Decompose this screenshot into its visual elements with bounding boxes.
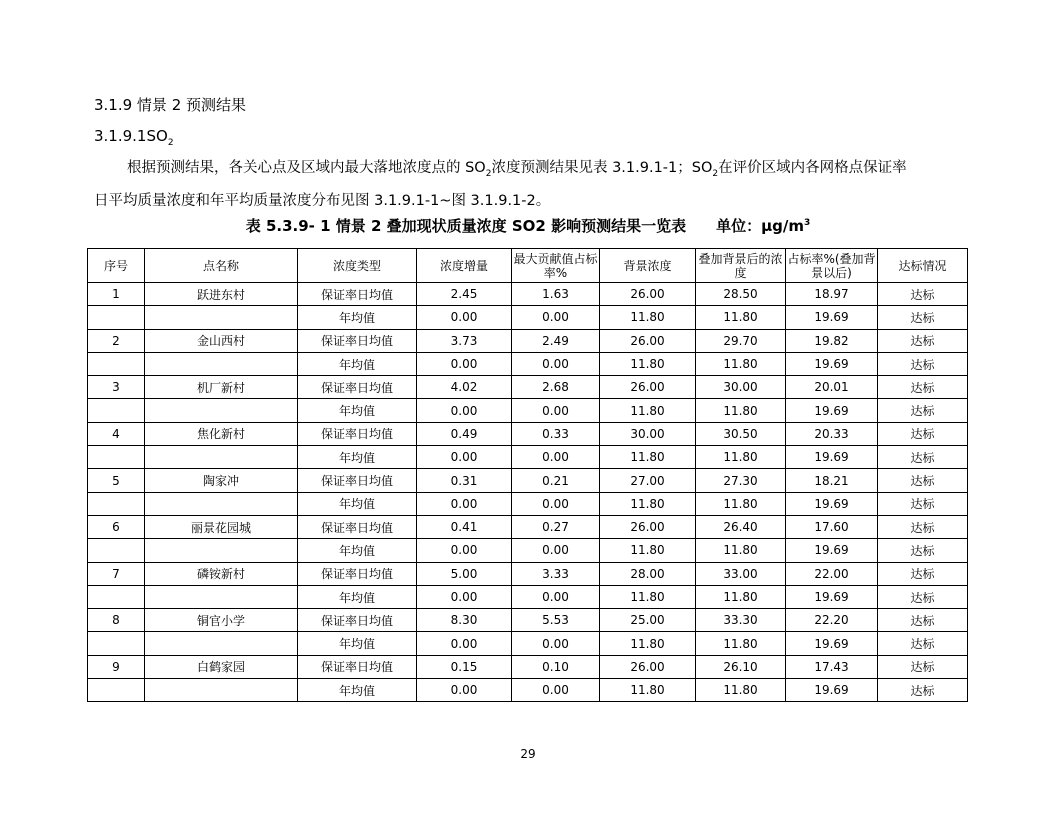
cell-ratio-superimposed: 19.69 bbox=[786, 352, 878, 375]
table-row bbox=[88, 679, 968, 702]
cell-index: 6 bbox=[88, 515, 145, 538]
cell-compliance: 达标 bbox=[878, 283, 968, 306]
table-row bbox=[88, 562, 968, 585]
cell-point-name: 机厂新村 bbox=[145, 376, 298, 399]
cell-point-name: 焦化新村 bbox=[145, 422, 298, 445]
cell-compliance: 达标 bbox=[878, 469, 968, 492]
table-unit bbox=[716, 217, 810, 235]
cell-point-name bbox=[145, 632, 298, 655]
cell-increment: 0.15 bbox=[417, 655, 512, 678]
cell-point-name: 金山西村 bbox=[145, 329, 298, 352]
cell-concentration-type: 年均值 bbox=[298, 632, 417, 655]
table-row bbox=[88, 283, 968, 306]
cell-point-name: 白鹤家园 bbox=[145, 655, 298, 678]
table-body bbox=[88, 283, 968, 702]
header-increment: 浓度增量 bbox=[417, 249, 512, 283]
table-row bbox=[88, 422, 968, 445]
table-row bbox=[88, 609, 968, 632]
header-superimposed: 叠加背景后的浓度 bbox=[696, 249, 786, 283]
cell-max-contribution-ratio: 0.00 bbox=[512, 492, 600, 515]
cell-ratio-superimposed: 19.69 bbox=[786, 306, 878, 329]
cell-superimposed: 11.80 bbox=[696, 399, 786, 422]
cell-concentration-type: 保证率日均值 bbox=[298, 515, 417, 538]
table-caption bbox=[0, 215, 1056, 236]
cell-increment: 0.31 bbox=[417, 469, 512, 492]
cell-index bbox=[88, 446, 145, 469]
cell-concentration-type: 保证率日均值 bbox=[298, 609, 417, 632]
body-paragraph bbox=[94, 155, 974, 215]
paragraph-text: 浓度预测结果见表 3.1.9.1-1；SO bbox=[491, 160, 713, 176]
cell-background: 11.80 bbox=[600, 679, 696, 702]
page-number: 29 bbox=[520, 747, 536, 761]
table-row bbox=[88, 655, 968, 678]
cell-concentration-type: 保证率日均值 bbox=[298, 562, 417, 585]
cell-point-name bbox=[145, 446, 298, 469]
cell-concentration-type: 保证率日均值 bbox=[298, 376, 417, 399]
cell-point-name bbox=[145, 399, 298, 422]
cell-index: 5 bbox=[88, 469, 145, 492]
cell-ratio-superimposed: 19.69 bbox=[786, 492, 878, 515]
cell-superimposed: 11.80 bbox=[696, 352, 786, 375]
header-compliance: 达标情况 bbox=[878, 249, 968, 283]
cell-concentration-type: 年均值 bbox=[298, 399, 417, 422]
paragraph-text: 根据预测结果，各关心点及区域内最大落地浓度点的 SO bbox=[127, 160, 486, 176]
cell-index bbox=[88, 679, 145, 702]
cell-concentration-type: 年均值 bbox=[298, 679, 417, 702]
cell-superimposed: 30.00 bbox=[696, 376, 786, 399]
cell-max-contribution-ratio: 0.00 bbox=[512, 539, 600, 562]
cell-increment: 0.00 bbox=[417, 539, 512, 562]
cell-max-contribution-ratio: 0.10 bbox=[512, 655, 600, 678]
cell-ratio-superimposed: 18.21 bbox=[786, 469, 878, 492]
cell-increment: 0.00 bbox=[417, 492, 512, 515]
table-row bbox=[88, 632, 968, 655]
cell-superimposed: 27.30 bbox=[696, 469, 786, 492]
cell-background: 26.00 bbox=[600, 329, 696, 352]
cell-index: 9 bbox=[88, 655, 145, 678]
cell-background: 11.80 bbox=[600, 399, 696, 422]
cell-max-contribution-ratio: 1.63 bbox=[512, 283, 600, 306]
cell-background: 11.80 bbox=[600, 632, 696, 655]
cell-point-name: 铜官小学 bbox=[145, 609, 298, 632]
cell-max-contribution-ratio: 0.00 bbox=[512, 306, 600, 329]
cell-compliance: 达标 bbox=[878, 329, 968, 352]
cell-max-contribution-ratio: 2.68 bbox=[512, 376, 600, 399]
cell-ratio-superimposed: 19.69 bbox=[786, 399, 878, 422]
cell-point-name bbox=[145, 352, 298, 375]
cell-background: 28.00 bbox=[600, 562, 696, 585]
cell-background: 11.80 bbox=[600, 306, 696, 329]
cell-compliance: 达标 bbox=[878, 655, 968, 678]
paragraph-line-1 bbox=[94, 155, 974, 188]
cell-superimposed: 11.80 bbox=[696, 585, 786, 608]
cell-compliance: 达标 bbox=[878, 515, 968, 538]
cell-compliance: 达标 bbox=[878, 539, 968, 562]
cell-index: 2 bbox=[88, 329, 145, 352]
subscript: 2 bbox=[712, 168, 719, 179]
cell-superimposed: 11.80 bbox=[696, 679, 786, 702]
cell-compliance: 达标 bbox=[878, 609, 968, 632]
table-row bbox=[88, 352, 968, 375]
cell-superimposed: 28.50 bbox=[696, 283, 786, 306]
cell-point-name bbox=[145, 585, 298, 608]
cell-index bbox=[88, 399, 145, 422]
cell-point-name bbox=[145, 539, 298, 562]
header-max-contribution-ratio: 最大贡献值占标率% bbox=[512, 249, 600, 283]
cell-concentration-type: 年均值 bbox=[298, 585, 417, 608]
header-point-name: 点名称 bbox=[145, 249, 298, 283]
paragraph-text: 在评价区域内各网格点保证率 bbox=[718, 160, 907, 176]
table-header-row bbox=[88, 249, 968, 283]
section-heading: 3.1.9 情景 2 预测结果 bbox=[94, 96, 247, 114]
cell-increment: 0.00 bbox=[417, 446, 512, 469]
cell-ratio-superimposed: 19.69 bbox=[786, 632, 878, 655]
cell-increment: 5.00 bbox=[417, 562, 512, 585]
table-row bbox=[88, 585, 968, 608]
cell-compliance: 达标 bbox=[878, 446, 968, 469]
cell-point-name: 陶家冲 bbox=[145, 469, 298, 492]
cell-compliance: 达标 bbox=[878, 399, 968, 422]
cell-ratio-superimposed: 19.69 bbox=[786, 585, 878, 608]
table-row bbox=[88, 539, 968, 562]
header-concentration-type: 浓度类型 bbox=[298, 249, 417, 283]
cell-superimposed: 33.00 bbox=[696, 562, 786, 585]
subsection-heading bbox=[94, 127, 174, 148]
cell-concentration-type: 保证率日均值 bbox=[298, 329, 417, 352]
cell-ratio-superimposed: 18.97 bbox=[786, 283, 878, 306]
cell-background: 26.00 bbox=[600, 376, 696, 399]
cell-background: 11.80 bbox=[600, 352, 696, 375]
cell-increment: 8.30 bbox=[417, 609, 512, 632]
subscript: 2 bbox=[485, 168, 492, 179]
cell-max-contribution-ratio: 3.33 bbox=[512, 562, 600, 585]
cell-ratio-superimposed: 19.69 bbox=[786, 539, 878, 562]
cell-superimposed: 30.50 bbox=[696, 422, 786, 445]
cell-concentration-type: 年均值 bbox=[298, 352, 417, 375]
cell-background: 27.00 bbox=[600, 469, 696, 492]
table-row bbox=[88, 492, 968, 515]
cell-increment: 4.02 bbox=[417, 376, 512, 399]
cell-ratio-superimposed: 22.00 bbox=[786, 562, 878, 585]
table-row bbox=[88, 329, 968, 352]
cell-max-contribution-ratio: 0.00 bbox=[512, 632, 600, 655]
cell-concentration-type: 年均值 bbox=[298, 492, 417, 515]
table-row bbox=[88, 469, 968, 492]
cell-superimposed: 11.80 bbox=[696, 632, 786, 655]
cell-compliance: 达标 bbox=[878, 562, 968, 585]
cell-ratio-superimposed: 19.82 bbox=[786, 329, 878, 352]
cell-point-name: 丽景花园城 bbox=[145, 515, 298, 538]
cell-increment: 0.41 bbox=[417, 515, 512, 538]
cell-index: 8 bbox=[88, 609, 145, 632]
cell-superimposed: 33.30 bbox=[696, 609, 786, 632]
cell-superimposed: 26.40 bbox=[696, 515, 786, 538]
cell-background: 25.00 bbox=[600, 609, 696, 632]
cell-ratio-superimposed: 22.20 bbox=[786, 609, 878, 632]
cell-ratio-superimposed: 19.69 bbox=[786, 679, 878, 702]
cell-increment: 0.00 bbox=[417, 679, 512, 702]
table-row bbox=[88, 399, 968, 422]
cell-index bbox=[88, 632, 145, 655]
cell-background: 26.00 bbox=[600, 515, 696, 538]
results-table bbox=[87, 248, 968, 702]
cell-increment: 0.00 bbox=[417, 632, 512, 655]
cell-compliance: 达标 bbox=[878, 306, 968, 329]
cell-concentration-type: 年均值 bbox=[298, 446, 417, 469]
cell-concentration-type: 年均值 bbox=[298, 306, 417, 329]
cell-point-name bbox=[145, 679, 298, 702]
cell-concentration-type: 保证率日均值 bbox=[298, 655, 417, 678]
cell-superimposed: 11.80 bbox=[696, 446, 786, 469]
cell-max-contribution-ratio: 0.00 bbox=[512, 399, 600, 422]
cell-compliance: 达标 bbox=[878, 376, 968, 399]
cell-max-contribution-ratio: 0.21 bbox=[512, 469, 600, 492]
cell-max-contribution-ratio: 0.00 bbox=[512, 352, 600, 375]
subsection-heading-text: 3.1.9.1SO bbox=[94, 127, 168, 145]
cell-background: 11.80 bbox=[600, 446, 696, 469]
cell-max-contribution-ratio: 0.00 bbox=[512, 679, 600, 702]
cell-superimposed: 26.10 bbox=[696, 655, 786, 678]
cell-ratio-superimposed: 17.60 bbox=[786, 515, 878, 538]
cell-point-name bbox=[145, 306, 298, 329]
cell-index: 7 bbox=[88, 562, 145, 585]
cell-max-contribution-ratio: 2.49 bbox=[512, 329, 600, 352]
cell-index bbox=[88, 352, 145, 375]
cell-point-name bbox=[145, 492, 298, 515]
cell-index: 3 bbox=[88, 376, 145, 399]
table-row bbox=[88, 376, 968, 399]
cell-superimposed: 11.80 bbox=[696, 306, 786, 329]
cell-compliance: 达标 bbox=[878, 352, 968, 375]
cell-background: 11.80 bbox=[600, 539, 696, 562]
subscript: 2 bbox=[167, 138, 174, 148]
cell-ratio-superimposed: 19.69 bbox=[786, 446, 878, 469]
cell-max-contribution-ratio: 0.27 bbox=[512, 515, 600, 538]
superscript: 3 bbox=[803, 218, 811, 228]
cell-superimposed: 29.70 bbox=[696, 329, 786, 352]
cell-index: 4 bbox=[88, 422, 145, 445]
cell-ratio-superimposed: 20.01 bbox=[786, 376, 878, 399]
unit-text: 单位：μg/m bbox=[716, 217, 804, 235]
cell-background: 30.00 bbox=[600, 422, 696, 445]
cell-increment: 0.00 bbox=[417, 399, 512, 422]
cell-index bbox=[88, 306, 145, 329]
cell-concentration-type: 保证率日均值 bbox=[298, 469, 417, 492]
cell-increment: 2.45 bbox=[417, 283, 512, 306]
cell-background: 26.00 bbox=[600, 283, 696, 306]
table-row bbox=[88, 515, 968, 538]
cell-max-contribution-ratio: 5.53 bbox=[512, 609, 600, 632]
cell-index bbox=[88, 492, 145, 515]
cell-compliance: 达标 bbox=[878, 422, 968, 445]
table-row bbox=[88, 306, 968, 329]
cell-concentration-type: 保证率日均值 bbox=[298, 283, 417, 306]
table-row bbox=[88, 446, 968, 469]
cell-superimposed: 11.80 bbox=[696, 539, 786, 562]
header-ratio-superimposed: 占标率%(叠加背景以后) bbox=[786, 249, 878, 283]
cell-ratio-superimposed: 20.33 bbox=[786, 422, 878, 445]
cell-increment: 0.49 bbox=[417, 422, 512, 445]
table-title: 表 5.3.9- 1 情景 2 叠加现状质量浓度 SO2 影响预测结果一览表 bbox=[245, 217, 687, 235]
cell-index bbox=[88, 539, 145, 562]
cell-background: 26.00 bbox=[600, 655, 696, 678]
cell-index bbox=[88, 585, 145, 608]
paragraph-line-2: 日平均质量浓度和年平均质量浓度分布见图 3.1.9.1-1~图 3.1.9.1-2。 bbox=[94, 192, 551, 209]
header-background: 背景浓度 bbox=[600, 249, 696, 283]
cell-increment: 3.73 bbox=[417, 329, 512, 352]
cell-background: 11.80 bbox=[600, 492, 696, 515]
header-index: 序号 bbox=[88, 249, 145, 283]
cell-concentration-type: 保证率日均值 bbox=[298, 422, 417, 445]
cell-max-contribution-ratio: 0.00 bbox=[512, 446, 600, 469]
cell-ratio-superimposed: 17.43 bbox=[786, 655, 878, 678]
cell-increment: 0.00 bbox=[417, 585, 512, 608]
cell-index: 1 bbox=[88, 283, 145, 306]
cell-point-name: 跃进东村 bbox=[145, 283, 298, 306]
cell-compliance: 达标 bbox=[878, 632, 968, 655]
cell-background: 11.80 bbox=[600, 585, 696, 608]
cell-point-name: 磷铵新村 bbox=[145, 562, 298, 585]
cell-compliance: 达标 bbox=[878, 679, 968, 702]
cell-max-contribution-ratio: 0.00 bbox=[512, 585, 600, 608]
cell-increment: 0.00 bbox=[417, 352, 512, 375]
cell-max-contribution-ratio: 0.33 bbox=[512, 422, 600, 445]
cell-compliance: 达标 bbox=[878, 585, 968, 608]
cell-increment: 0.00 bbox=[417, 306, 512, 329]
cell-compliance: 达标 bbox=[878, 492, 968, 515]
cell-superimposed: 11.80 bbox=[696, 492, 786, 515]
cell-concentration-type: 年均值 bbox=[298, 539, 417, 562]
